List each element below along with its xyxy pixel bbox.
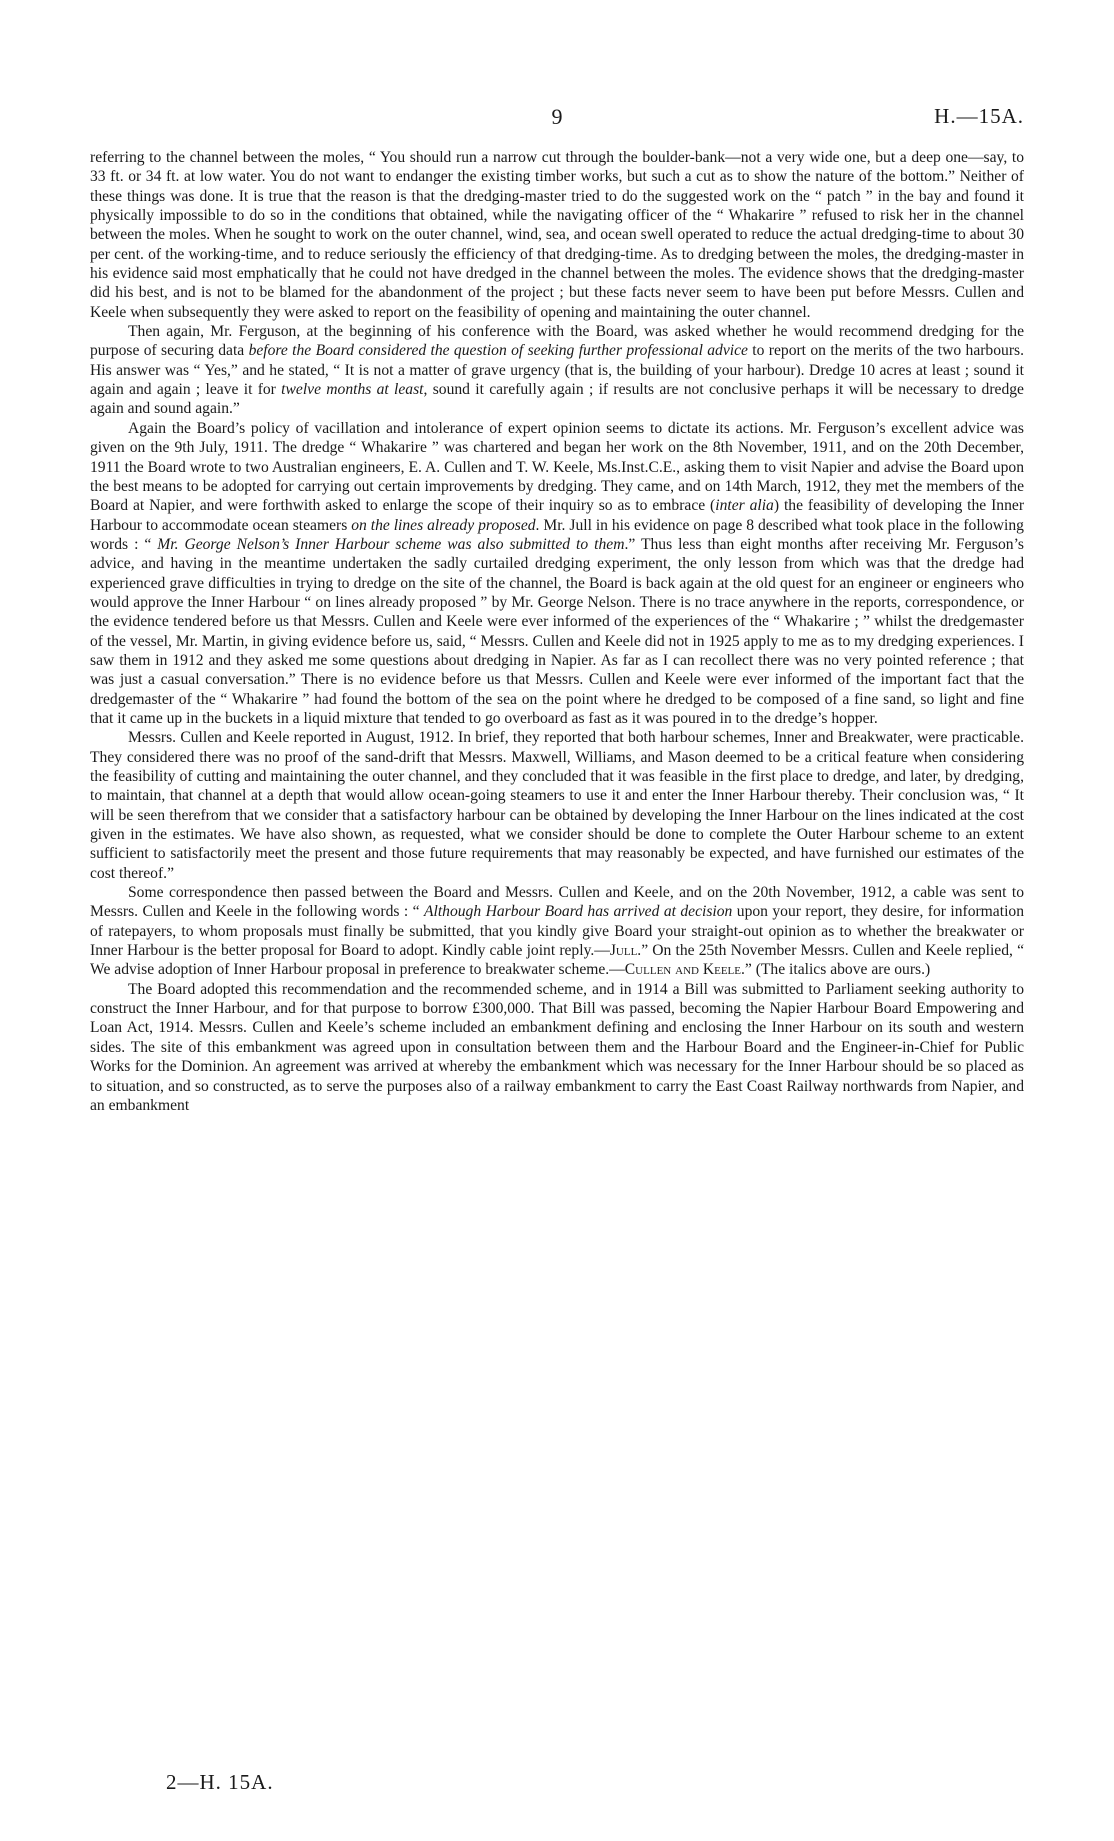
- text-run: referring to the channel between the moles, “ You should run a narrow cut through the boulder-bank—not a very wide one, but a deep one—say, to 33 ft. or 34 ft. at low water. You do not want to endanger the existing timber works, but such a cut as to show the nature of the bottom.” Neither of these things was done. It is true that the reason is that the dredging-master tried to do the suggested work on the “ patch ” in the bay and found it physically impossible to do so in the conditions that obtained, while the navigating officer of the “ Whakarire ” refused to risk her in the channel between the moles. When he sought to work on the outer channel, wind, sea, and ocean swell operated to reduce the actual dredging-time to about 30 per cent. of the working-time, and to reduce seriously the efficiency of that dredging-time. As to dredging between the moles, the dredging-master in his evidence said most emphatically that he could not have dredged in the channel between the moles. The evidence shows that the dredging-master did his best, and is not to be blamed for the abandonment of the project ; but these facts never seem to have been put before Messrs. Cullen and Keele when subsequently they were asked to report on the feasibility of opening and maintaining the outer channel.: [90, 149, 1024, 321]
- italic-text: Mr. George Nelson’s Inner Harbour scheme was also submitted to them: [157, 535, 625, 553]
- text-run: Jull: [609, 942, 638, 960]
- text-run: Messrs. Cullen and Keele reported in August, 1912. In brief, they reported that both harbour schemes, Inner and Breakwater, were practicable. They considered there was no proof of the sand-drift that Messrs. Maxwell, Williams, and Mason deemed to be a critical feature when considering the feasibility of cutting and maintaining the outer channel, and they concluded that it was feasible in the first place to dredge, and later, by dredging, to maintain, that channel at a depth that would allow ocean-going steamers to use it and enter the Inner Harbour thereby. Their conclusion was, “ It will be seen therefrom that we consider that a satisfactory harbour can be obtained by developing the Inner Harbour on the lines indicated at the cost given in the estimates. We have also shown, as requested, what we consider should be done to complete the Outer Harbour scheme to an extent sufficient to satisfactorily meet the present and those future requirements that may reasonably be expected, and have furnished our estimates of the cost thereof.”: [90, 729, 1024, 882]
- italic-text: inter alia: [715, 497, 774, 515]
- italic-text: on the lines already proposed: [351, 516, 536, 534]
- paragraph: [90, 148, 1024, 322]
- paragraph: [90, 883, 1024, 980]
- text-run: Then again, Mr. Ferguson, at the beginning of his conference with the Board, was asked whether he would recommend dredging for the purpose of securing data: [90, 323, 1024, 360]
- signature-mark: 2—H. 15A.: [166, 1770, 274, 1794]
- text-run: ) the feasibility of developing the Inner Harbour to accommodate ocean steamers: [90, 497, 1025, 534]
- text-run: Cullen and Keele: [624, 961, 741, 979]
- page-header: [90, 104, 1024, 134]
- text-run: .” (The italics above are ours.): [741, 961, 931, 979]
- text-run: Some correspondence then passed between the Board and Messrs. Cullen and Keele, and on the 20th November, 1912, a cable was sent to Messrs. Cullen and Keele in the following words : “: [90, 884, 1024, 921]
- text-run: . Mr. Jull in his evidence on page 8 described what took place in the following words : “: [90, 516, 1024, 553]
- text-run: Again the Board’s policy of vacillation and intolerance of expert opinion seems to dictate its actions. Mr. Ferguson’s excellent advice was given on the 9th July, 1911. The dredge “ Whakarire ” was chartered and began her work on the 8th November, 1911, and on the 20th December, 1911 the Board wrote to two Australian engineers, E. A. Cullen and T. W. Keele, Ms.Inst.C.E., asking them to visit Napier and advise the Board upon the best means to be adopted for carrying out certain improvements by dredging. They came, and on 14th March, 1912, they met the members of the Board at Napier, and were forthwith asked to enlarge the scope of their inquiry so as to embrace (: [90, 419, 1024, 515]
- text-run: .” Thus less than eight months after receiving Mr. Ferguson’s advice, and having in the meantime undertaken the sadly curtailed dredging experiment, the only lesson from which was that the dredge had experienced grave difficulties in trying to dredge on the site of the channel, the Board is back again at the old quest for an engineer or engineers who would approve the Inner Harbour “ on lines already proposed ” by Mr. George Nelson. There is no trace anywhere in the reports, correspondence, or the evidence tendered before us that Messrs. Cullen and Keele were ever informed of the experiences of the “ Whakarire ; ” whilst the dredgemaster of the vessel, Mr. Martin, in giving evidence before us, said, “ Messrs. Cullen and Keele did not in 1925 apply to me as to my dredging experiences. I saw them in 1912 and they asked me some questions about dredging in Napier. As far as I can recollect there was no very pointed reference ; that was just a casual conversation.” There is no evidence before us that Messrs. Cullen and Keele were ever informed of the important fact that the dredgemaster of the “ Whakarire ” had found the bottom of the sea on the point where he dredged to be composed of a fine sand, so light and fine that it came up in the buckets in a liquid mixture that tended to go overboard as fast as it was poured in to the dredge’s hopper.: [90, 535, 1024, 727]
- page-number: 9: [551, 104, 563, 129]
- italic-text: twelve months at least: [281, 381, 424, 399]
- document-reference: H.—15A.: [934, 104, 1024, 128]
- paragraph: [90, 980, 1024, 1115]
- text-run: to report on the merits of the two harbours. His answer was “ Yes,” and he stated, “ It is not a matter of grave urgency (that is, the building of your harbour). Dredge 10 acres at least ; sound it again and again ; leave it for: [90, 342, 1024, 399]
- italic-text: Although Harbour Board has arrived at decision: [423, 903, 733, 921]
- text-run: The Board adopted this recommendation and the recommended scheme, and in 1914 a Bill was submitted to Parliament seeking authority to construct the Inner Harbour, and for that purpose to borrow £300,000. That Bill was passed, becoming the Napier Harbour Board Empowering and Loan Act, 1914. Messrs. Cullen and Keele’s scheme included an embankment defining and enclosing the Inner Harbour on its south and western sides. The site of this embankment was agreed upon in consultation between them and the Harbour Board and the Engineer-in-Chief for Public Works for the Dominion. An agreement was arrived at whereby the embankment which was necessary for the Inner Harbour should be so placed as to situation, and so constructed, as to serve the purposes also of a railway embankment to carry the East Coast Railway northwards from Napier, and an embankment: [90, 980, 1024, 1114]
- body-text: [90, 148, 1024, 1115]
- paragraph: [90, 728, 1024, 883]
- paragraph: [90, 419, 1024, 729]
- italic-text: before the Board considered the question of seeking further professional advice: [248, 342, 748, 360]
- text-run: .” On the 25th November Messrs. Cullen and Keele replied, “ We advise adoption of Inner Harbour proposal in preference to breakwater scheme.—: [90, 942, 1024, 979]
- text-run: , sound it carefully again ; if results are not conclusive perhaps it will be necessary to dredge again and sound again.”: [90, 381, 1024, 418]
- text-run: upon your report, they desire, for information of ratepayers, to whom proposals must finally be submitted, that you kindly give Board your straight-out opinion as to whether the breakwater or Inner Harbour is the better proposal for Board to adopt. Kindly cable joint reply.—: [90, 903, 1024, 960]
- paragraph: [90, 322, 1024, 419]
